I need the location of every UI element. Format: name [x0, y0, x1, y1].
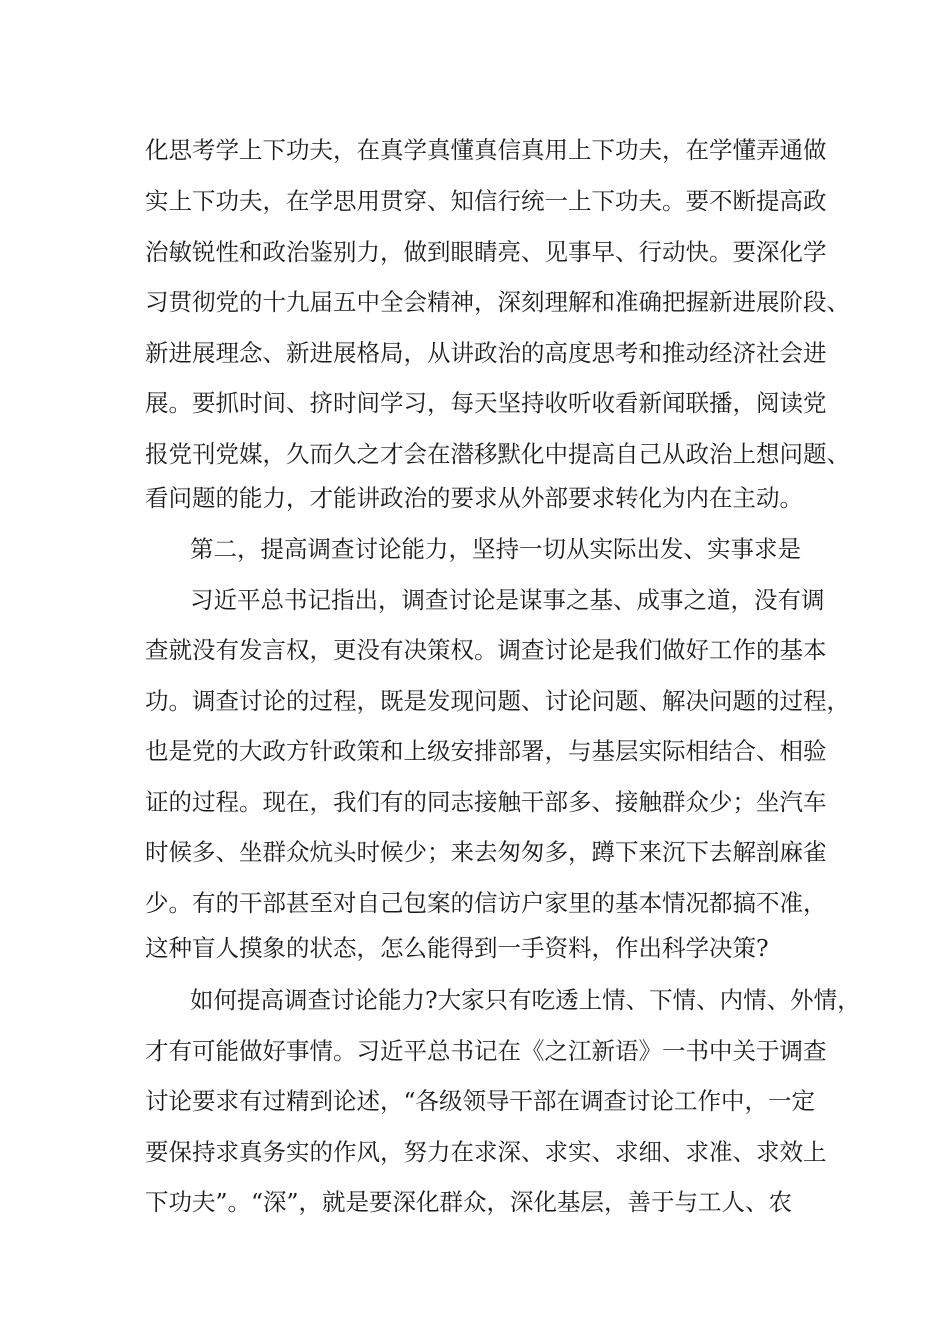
- text-line: 查就没有发言权，更没有决策权。调查讨论是我们做好工作的基本: [145, 636, 827, 664]
- text-line: 要保持求真务实的作风，努力在求深、求实、求细、求准、求效上: [145, 1138, 827, 1166]
- section-heading: 第二，提高调查讨论能力，坚持一切从实际出发、实事求是: [190, 535, 801, 563]
- text-line: 报党刊党媒，久而久之才会在潜移默化中提高自己从政治上想问题、: [145, 440, 850, 468]
- text-line: 时候多、坐群众炕头时候少；来去匆匆多，蹲下来沉下去解剖麻雀: [145, 838, 827, 866]
- text-line: 实上下功夫，在学思用贯穿、知信行统一上下功夫。要不断提高政: [145, 187, 827, 215]
- text-line: 新进展理念、新进展格局，从讲政治的高度思考和推动经济社会进: [145, 339, 827, 367]
- text-line: 证的过程。现在，我们有的同志接触干部多、接触群众少；坐汽车: [145, 788, 827, 816]
- text-line: 功。调查讨论的过程，既是发现问题、讨论问题、解决问题的过程，: [145, 687, 850, 715]
- text-line: 这种盲人摸象的状态，怎么能得到一手资料，作出科学决策?: [145, 934, 769, 962]
- text-line: 习近平总书记指出，调查讨论是谋事之基、成事之道，没有调: [190, 586, 825, 614]
- text-line: 讨论要求有过精到论述，“各级领导干部在调查讨论工作中，一定: [145, 1087, 816, 1115]
- text-line: 如何提高调查讨论能力?大家只有吃透上情、下情、内情、外情，: [190, 986, 861, 1014]
- text-line: 看问题的能力，才能讲政治的要求从外部要求转化为内在主动。: [145, 484, 803, 512]
- text-line: 习贯彻党的十九届五中全会精神，深刻理解和准确把握新进展阶段、: [145, 288, 850, 316]
- text-line: 下功夫”。“深”，就是要深化群众，深化基层，善于与工人、农: [145, 1188, 793, 1216]
- text-line: 也是党的大政方针政策和上级安排部署，与基层实际相结合、相验: [145, 737, 827, 765]
- text-line: 治敏锐性和政治鉴别力，做到眼睛亮、见事早、行动快。要深化学: [145, 238, 827, 266]
- text-line: 才有可能做好事情。习近平总书记在《之江新语》一书中关于调查: [145, 1037, 827, 1065]
- text-line: 化思考学上下功夫，在真学真懂真信真用上下功夫，在学懂弄通做: [145, 136, 827, 164]
- text-line: 少。有的干部甚至对自己包案的信访户家里的基本情况都搞不准，: [145, 889, 827, 917]
- text-line: 展。要抓时间、挤时间学习，每天坚持收听收看新闻联播，阅读党: [145, 389, 827, 417]
